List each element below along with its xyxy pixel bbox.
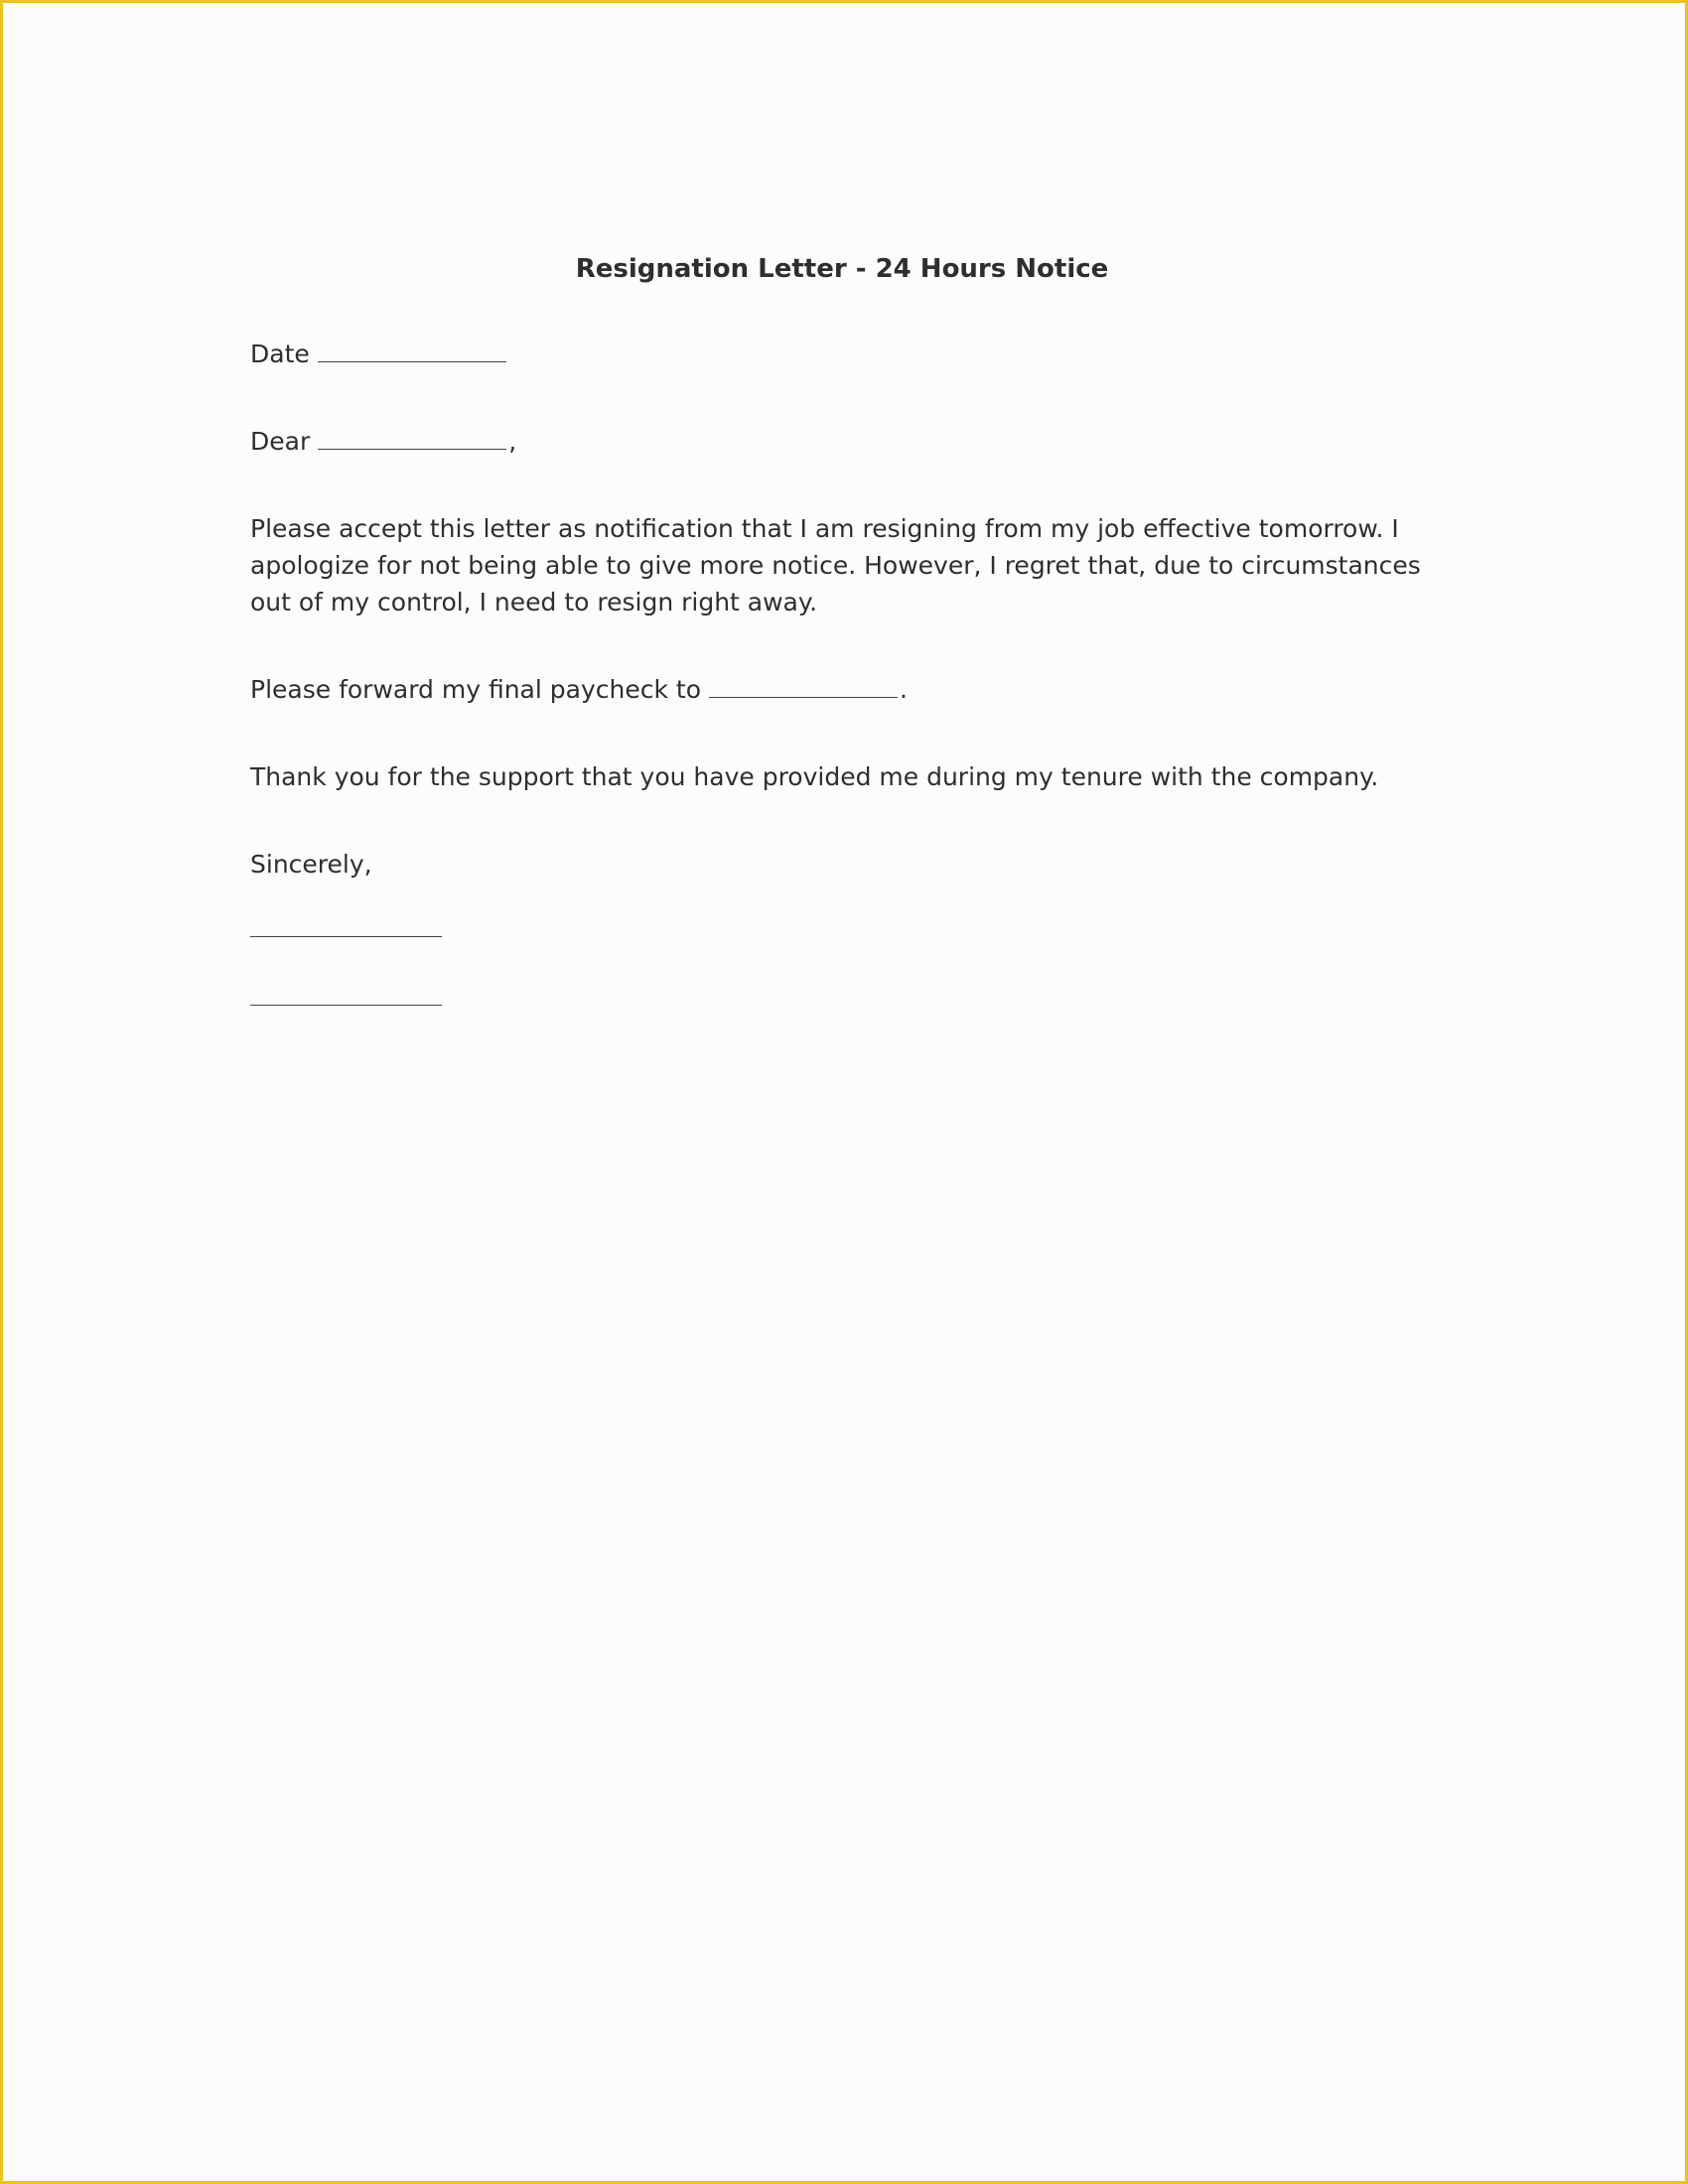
letter-body bbox=[250, 251, 1462, 1006]
printed-name-line[interactable] bbox=[250, 1005, 442, 1006]
letter-title: Resignation Letter - 24 Hours Notice bbox=[575, 254, 1109, 284]
salutation-comma: , bbox=[508, 427, 517, 456]
date-label: Date bbox=[250, 340, 310, 368]
salutation-label: Dear bbox=[250, 427, 311, 456]
paycheck-text: Please forward my final paycheck to bbox=[250, 675, 701, 704]
paycheck-line bbox=[250, 671, 1462, 708]
date-line bbox=[250, 336, 1462, 372]
recipient-blank[interactable] bbox=[318, 429, 506, 450]
paycheck-period: . bbox=[900, 675, 908, 704]
paragraph-thanks: Thank you for the support that you have provided me during my tenure with the company. bbox=[250, 762, 1379, 791]
date-blank[interactable] bbox=[318, 341, 506, 362]
salutation-line bbox=[250, 423, 1462, 460]
closing: Sincerely, bbox=[250, 850, 372, 879]
paragraph-resignation: Please accept this letter as notification that I am resigning from my job effective tomorrow. I apologize for not being able to give more notice. However, I regret that, due to circumstances out of my control, I need to resign right away. bbox=[250, 514, 1421, 616]
paycheck-address-blank[interactable] bbox=[709, 677, 898, 698]
